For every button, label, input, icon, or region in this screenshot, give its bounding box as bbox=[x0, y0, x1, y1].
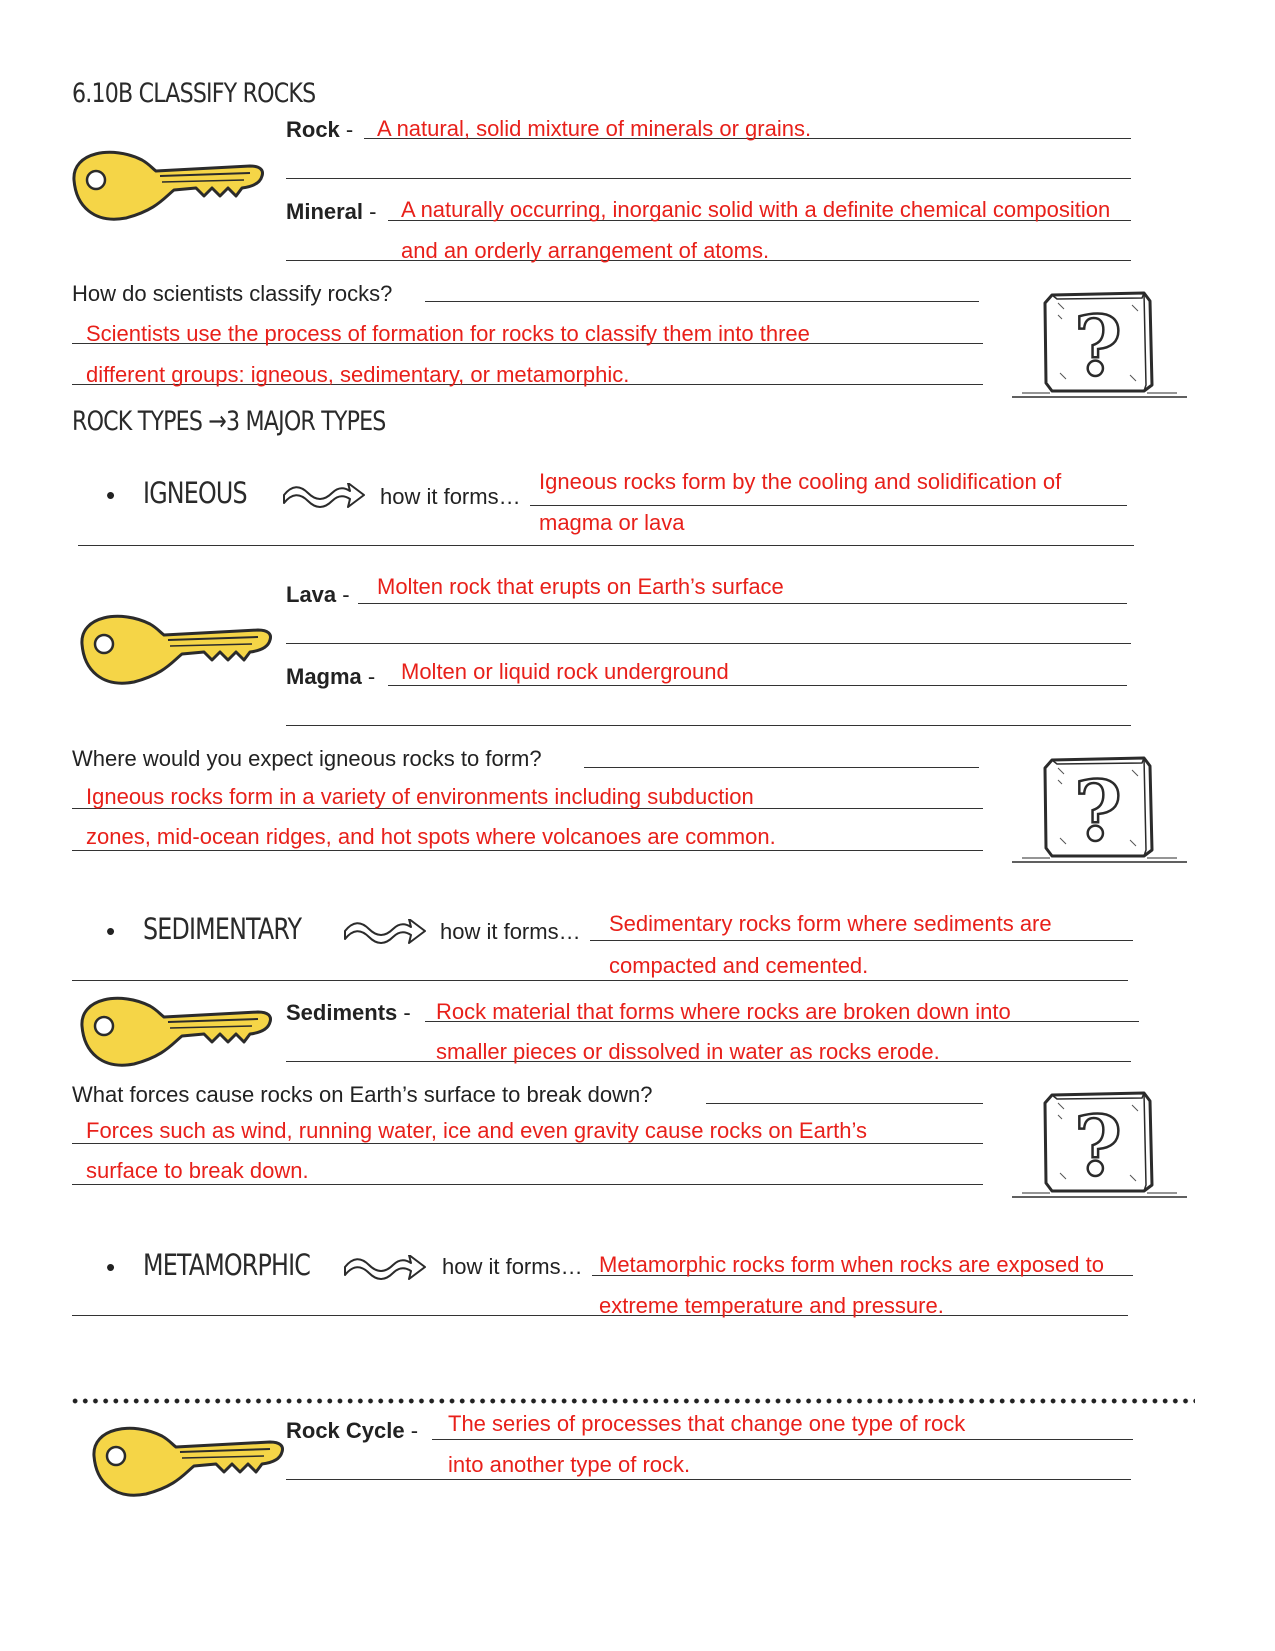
squiggle-arrow-icon bbox=[343, 1255, 427, 1281]
igneous-answer-line2: magma or lava bbox=[539, 510, 685, 535]
rock-term: Rock - bbox=[286, 117, 354, 142]
sediments-term: Sediments - bbox=[286, 1000, 411, 1025]
igneous-location-answer-line1: Igneous rocks form in a variety of environments including subduction bbox=[86, 784, 754, 809]
forces-answer-line1: Forces such as wind, running water, ice and even gravity cause rocks on Earth’s bbox=[86, 1118, 867, 1143]
igneous-location-answer-line2: zones, mid-ocean ridges, and hot spots where volcanoes are common. bbox=[86, 824, 776, 849]
classify-question: How do scientists classify rocks? bbox=[72, 281, 393, 306]
metamorphic-answer-line2: extreme temperature and pressure. bbox=[599, 1293, 944, 1318]
igneous-how-it-forms: how it forms… bbox=[380, 484, 521, 509]
mineral-term: Mineral - bbox=[286, 199, 377, 224]
classify-answer-line1: Scientists use the process of formation for rocks to classify them into three bbox=[86, 321, 810, 346]
rock-definition: A natural, solid mixture of minerals or grains. bbox=[377, 116, 812, 141]
sedimentary-answer-line1: Sedimentary rocks form where sediments are bbox=[609, 911, 1052, 936]
svg-text:?: ? bbox=[1073, 1099, 1123, 1195]
squiggle-arrow-icon bbox=[282, 483, 366, 509]
mineral-definition-line2: and an orderly arrangement of atoms. bbox=[401, 238, 770, 263]
magma-definition: Molten or liquid rock underground bbox=[401, 659, 729, 684]
question-box-icon bbox=[1012, 1085, 1187, 1201]
lava-definition: Molten rock that erupts on Earth’s surface bbox=[377, 574, 784, 599]
rock-cycle-definition-line2: into another type of rock. bbox=[448, 1452, 691, 1477]
sediments-definition-line1: Rock material that forms where rocks are broken down into bbox=[436, 999, 1011, 1024]
metamorphic-answer-line1: Metamorphic rocks form when rocks are exposed to bbox=[599, 1252, 1104, 1277]
sediments-definition-line2: smaller pieces or dissolved in water as rocks erode. bbox=[436, 1039, 940, 1064]
page-title: 6.10B CLASSIFY ROCKS bbox=[72, 78, 316, 109]
metamorphic-how-it-forms: how it forms… bbox=[442, 1254, 583, 1279]
key-icon bbox=[84, 1416, 289, 1506]
svg-text:?: ? bbox=[1073, 764, 1123, 860]
sedimentary-answer-line2: compacted and cemented. bbox=[609, 953, 869, 978]
key-icon bbox=[72, 604, 277, 694]
lava-term: Lava - bbox=[286, 582, 350, 607]
question-box-icon bbox=[1012, 285, 1187, 401]
bullet-metamorphic: • bbox=[106, 1252, 116, 1282]
svg-text:?: ? bbox=[1073, 299, 1123, 395]
squiggle-arrow-icon bbox=[343, 919, 427, 945]
sedimentary-label: SEDIMENTARY bbox=[143, 912, 302, 946]
bullet-sedimentary: • bbox=[106, 916, 116, 946]
dotted-divider bbox=[70, 1398, 1195, 1404]
mineral-definition-line1: A naturally occurring, inorganic solid with a definite chemical composition bbox=[401, 197, 1111, 222]
key-icon bbox=[72, 986, 277, 1076]
classify-answer-line2: different groups: igneous, sedimentary, or metamorphic. bbox=[86, 362, 630, 387]
sedimentary-how-it-forms: how it forms… bbox=[440, 919, 581, 944]
metamorphic-label: METAMORPHIC bbox=[143, 1248, 311, 1282]
magma-term: Magma - bbox=[286, 664, 376, 689]
igneous-answer-line1: Igneous rocks form by the cooling and solidification of bbox=[539, 469, 1062, 494]
bullet-igneous: • bbox=[106, 480, 116, 510]
igneous-location-question: Where would you expect igneous rocks to form? bbox=[72, 746, 542, 771]
forces-answer-line2: surface to break down. bbox=[86, 1158, 309, 1183]
rock-types-heading: ROCK TYPES →3 MAJOR TYPES bbox=[72, 406, 386, 437]
forces-question: What forces cause rocks on Earth’s surface to break down? bbox=[72, 1082, 653, 1107]
question-box-icon bbox=[1012, 750, 1187, 866]
rock-cycle-definition-line1: The series of processes that change one type of rock bbox=[448, 1411, 966, 1436]
igneous-label: IGNEOUS bbox=[143, 476, 247, 510]
key-icon bbox=[64, 140, 269, 230]
rock-cycle-term: Rock Cycle - bbox=[286, 1418, 419, 1443]
